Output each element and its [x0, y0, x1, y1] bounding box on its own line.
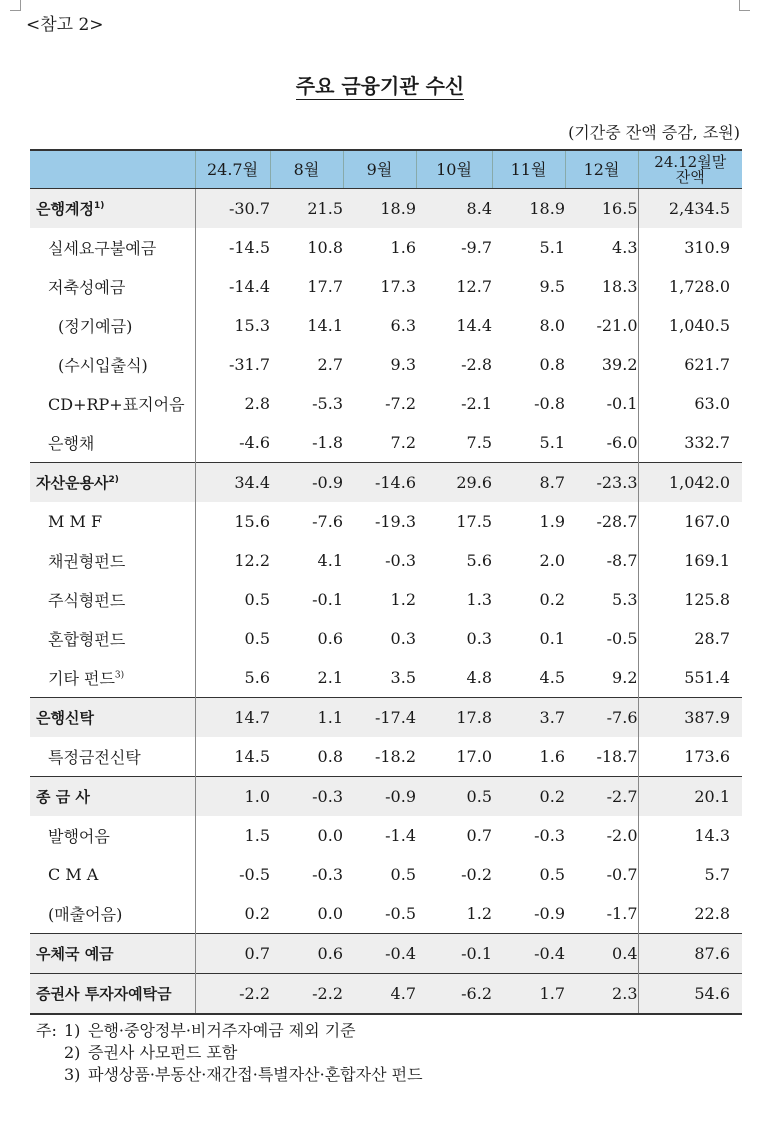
row-label: [30, 345, 195, 384]
value-cell: 1.2: [466, 904, 492, 923]
footnote-marker: 1): [93, 201, 105, 211]
table-row: [30, 306, 742, 345]
row-label-text: 실세요구불예금: [48, 239, 157, 258]
value-cell: -0.9: [270, 463, 343, 503]
value-cell: 2.0: [539, 551, 565, 570]
row-label-text: 종 금 사: [36, 788, 90, 806]
balance-cell: 22.8: [638, 894, 742, 934]
footnote-number: 3): [64, 1065, 81, 1084]
row-label-text: 우체국 예금: [36, 945, 114, 963]
table-group-row: [30, 698, 742, 738]
balance-cell: 173.6: [638, 737, 742, 777]
value-cell: -0.7: [606, 865, 638, 884]
value-cell: 7.2: [390, 433, 416, 452]
page-corner-mark-right: [739, 0, 750, 11]
value-cell: -0.3: [270, 777, 343, 817]
value-cell: -30.7: [195, 189, 270, 229]
header-month: 12월: [565, 150, 638, 189]
row-label-text: 혼합형펀드: [48, 630, 126, 649]
value-cell: -5.3: [312, 394, 343, 413]
table-row: [30, 423, 742, 463]
value-cell: 0.2: [492, 777, 565, 817]
row-label: [30, 228, 195, 267]
footnote-text: 은행·중앙정부·비거주자예금 제외 기준: [88, 1021, 356, 1040]
balance-cell: 1,042.0: [638, 463, 742, 503]
row-label: [30, 384, 195, 423]
value-cell: 9.3: [390, 355, 416, 374]
value-cell: 4.1: [317, 551, 343, 570]
row-label: [30, 894, 195, 934]
value-cell: -0.5: [195, 855, 270, 894]
row-label-text: (수시입출식): [58, 356, 148, 375]
row-label: [30, 855, 195, 894]
value-cell: 12.7: [456, 277, 492, 296]
value-cell: 1.6: [390, 238, 416, 257]
row-label-text: 은행신탁: [36, 709, 94, 727]
row-label-text: CD+RP+표지어음: [48, 395, 185, 414]
value-cell: -0.4: [343, 934, 416, 974]
value-cell: 5.6: [195, 658, 270, 698]
table-row: [30, 228, 742, 267]
value-cell: -1.8: [312, 433, 343, 452]
table-body: [30, 189, 742, 1015]
table-group-row: [30, 934, 742, 974]
row-label-text: (정기예금): [58, 317, 133, 336]
balance-cell: 1,728.0: [638, 267, 742, 306]
balance-cell: 387.9: [638, 698, 742, 738]
value-cell: 0.2: [195, 894, 270, 934]
value-cell: 1.6: [539, 747, 565, 766]
value-cell: 5.1: [539, 238, 565, 257]
row-label: [30, 816, 195, 855]
value-cell: 0.7: [466, 826, 492, 845]
value-cell: 12.2: [195, 541, 270, 580]
row-label-text: 저축성예금: [48, 278, 126, 297]
value-cell: 18.3: [601, 277, 638, 296]
value-cell: 9.2: [612, 668, 638, 687]
row-label-text: 증권사 투자자예탁금: [36, 985, 172, 1003]
table-row: [30, 345, 742, 384]
balance-cell: 2,434.5: [638, 189, 742, 229]
balance-cell: 332.7: [638, 423, 742, 463]
balance-cell: 5.7: [638, 855, 742, 894]
value-cell: 1.5: [195, 816, 270, 855]
value-cell: 8.4: [416, 189, 492, 229]
row-label: [30, 580, 195, 619]
value-cell: -4.6: [195, 423, 270, 463]
value-cell: -0.3: [312, 865, 343, 884]
row-label-text: C M A: [48, 865, 99, 884]
balance-cell: 167.0: [638, 502, 742, 541]
value-cell: 0.6: [270, 934, 343, 974]
header-month: 10월: [416, 150, 492, 189]
footnote-row: [36, 1042, 423, 1064]
value-cell: 1.0: [195, 777, 270, 817]
balance-cell: 125.8: [638, 580, 742, 619]
document-title-text: 주요 금융기관 수신: [295, 74, 465, 98]
value-cell: -0.8: [534, 394, 565, 413]
value-cell: -23.3: [565, 463, 638, 503]
row-label-text: 기타 펀드: [48, 669, 115, 688]
value-cell: -0.1: [416, 934, 492, 974]
row-label-text: 은행계정: [36, 200, 94, 218]
value-cell: -6.0: [606, 433, 638, 452]
value-cell: -0.4: [492, 934, 565, 974]
row-label: [30, 423, 195, 463]
footnote-number: 1): [64, 1021, 81, 1040]
value-cell: 2.7: [317, 355, 343, 374]
value-cell: -0.5: [606, 629, 638, 648]
row-label-text: 은행채: [48, 434, 95, 453]
row-label: [30, 267, 195, 306]
value-cell: -2.2: [270, 974, 343, 1015]
value-cell: -14.6: [343, 463, 416, 503]
value-cell: 2.8: [195, 384, 270, 423]
value-cell: -1.4: [385, 826, 416, 845]
table-group-row: [30, 463, 742, 503]
deposit-table: [30, 149, 742, 1015]
balance-cell: 87.6: [638, 934, 742, 974]
reference-label: <참고 2>: [26, 15, 104, 35]
footnote-prefix: 주:: [36, 1021, 57, 1040]
value-cell: 8.7: [492, 463, 565, 503]
value-cell: -2.1: [461, 394, 492, 413]
value-cell: 5.1: [539, 433, 565, 452]
value-cell: 8.0: [539, 316, 565, 335]
value-cell: 17.8: [416, 698, 492, 738]
row-label-text: (매출어음): [48, 905, 123, 924]
row-label-text: 채권형펀드: [48, 552, 126, 571]
page-corner-mark-left: [10, 0, 21, 11]
value-cell: 5.6: [466, 551, 492, 570]
value-cell: -1.7: [606, 904, 638, 923]
value-cell: 0.5: [539, 865, 565, 884]
header-balance: [638, 150, 742, 189]
value-cell: 0.0: [317, 826, 343, 845]
value-cell: -0.3: [534, 826, 565, 845]
footnote-number: 2): [64, 1043, 81, 1062]
footnote-marker: 2): [108, 475, 119, 485]
table-group-row: [30, 189, 742, 229]
value-cell: -7.6: [565, 698, 638, 738]
value-cell: 14.1: [307, 316, 343, 335]
value-cell: 0.3: [390, 629, 416, 648]
value-cell: -14.5: [195, 228, 270, 267]
value-cell: -2.0: [606, 826, 638, 845]
header-month: 8월: [270, 150, 343, 189]
row-label: [30, 777, 195, 817]
table-row: [30, 267, 742, 306]
table-row: [30, 502, 742, 541]
value-cell: 1.2: [390, 590, 416, 609]
row-label: [30, 619, 195, 658]
value-cell: 1.7: [492, 974, 565, 1015]
value-cell: 0.4: [565, 934, 638, 974]
value-cell: 4.3: [612, 238, 638, 257]
value-cell: -14.4: [195, 267, 270, 306]
balance-cell: 1,040.5: [638, 306, 742, 345]
value-cell: -0.1: [606, 394, 638, 413]
header-balance-line1: 24.12월말: [654, 152, 727, 171]
value-cell: 14.7: [195, 698, 270, 738]
value-cell: -0.1: [312, 590, 343, 609]
footnote-text: 파생상품·부동산·재간접·특별자산·혼합자산 펀드: [88, 1065, 423, 1084]
value-cell: -0.5: [385, 904, 416, 923]
table-group-row: [30, 777, 742, 817]
row-label-text: M M F: [48, 512, 103, 531]
table-row: [30, 816, 742, 855]
value-cell: 34.4: [195, 463, 270, 503]
table-row: [30, 737, 742, 777]
value-cell: -0.3: [385, 551, 416, 570]
value-cell: 0.8: [539, 355, 565, 374]
header-month: 9월: [343, 150, 416, 189]
value-cell: 0.8: [317, 747, 343, 766]
value-cell: 9.5: [539, 277, 565, 296]
value-cell: -19.3: [374, 512, 416, 531]
value-cell: 1.9: [539, 512, 565, 531]
value-cell: 29.6: [416, 463, 492, 503]
value-cell: 5.3: [612, 590, 638, 609]
header-balance-line2: 잔액: [675, 167, 705, 186]
table-row: [30, 658, 742, 698]
value-cell: 0.5: [390, 865, 416, 884]
value-cell: 14.4: [456, 316, 492, 335]
table-row: [30, 619, 742, 658]
balance-cell: 28.7: [638, 619, 742, 658]
row-label: [30, 974, 195, 1015]
value-cell: 0.6: [317, 629, 343, 648]
balance-cell: 14.3: [638, 816, 742, 855]
balance-cell: 310.9: [638, 228, 742, 267]
row-label-text: 자산운용사: [36, 474, 109, 492]
row-label: [30, 189, 195, 229]
value-cell: 15.3: [195, 306, 270, 345]
value-cell: 0.5: [416, 777, 492, 817]
value-cell: 0.2: [539, 590, 565, 609]
table-row: [30, 855, 742, 894]
value-cell: 1.3: [466, 590, 492, 609]
balance-cell: 54.6: [638, 974, 742, 1015]
row-label: [30, 698, 195, 738]
row-label-text: 특정금전신탁: [48, 748, 141, 767]
balance-cell: 63.0: [638, 384, 742, 423]
row-label: [30, 306, 195, 345]
footnote-marker: 3): [114, 670, 125, 681]
value-cell: 17.0: [456, 747, 492, 766]
table-row: [30, 541, 742, 580]
value-cell: 18.9: [343, 189, 416, 229]
value-cell: 17.7: [307, 277, 343, 296]
value-cell: 10.8: [307, 238, 343, 257]
unit-note: (기간중 잔액 증감, 조원): [568, 123, 740, 142]
table-row: [30, 894, 742, 934]
value-cell: 4.8: [466, 668, 492, 687]
table-row: [30, 384, 742, 423]
value-cell: 17.3: [380, 277, 416, 296]
header-blank: [30, 150, 195, 189]
value-cell: -21.0: [596, 316, 638, 335]
value-cell: 17.5: [456, 512, 492, 531]
value-cell: 4.7: [343, 974, 416, 1015]
value-cell: -7.2: [385, 394, 416, 413]
value-cell: 39.2: [601, 355, 638, 374]
header-month: 24.7월: [195, 150, 270, 189]
value-cell: 1.1: [270, 698, 343, 738]
value-cell: 0.1: [539, 629, 565, 648]
balance-cell: 621.7: [638, 345, 742, 384]
value-cell: -31.7: [195, 345, 270, 384]
row-label: [30, 658, 195, 698]
document-title: [0, 70, 760, 99]
header-month: 11월: [492, 150, 565, 189]
value-cell: 0.7: [195, 934, 270, 974]
value-cell: -2.8: [461, 355, 492, 374]
value-cell: 7.5: [466, 433, 492, 452]
value-cell: -9.7: [461, 238, 492, 257]
row-label: [30, 463, 195, 503]
value-cell: -0.9: [534, 904, 565, 923]
balance-cell: 551.4: [638, 658, 742, 698]
row-label-text: 발행어음: [48, 827, 110, 846]
value-cell: -18.2: [374, 747, 416, 766]
balance-cell: 169.1: [638, 541, 742, 580]
row-label: [30, 541, 195, 580]
table-row: [30, 580, 742, 619]
value-cell: -8.7: [606, 551, 638, 570]
value-cell: 18.9: [492, 189, 565, 229]
table-group-row: [30, 974, 742, 1015]
row-label-text: 주식형펀드: [48, 591, 126, 610]
value-cell: -6.2: [416, 974, 492, 1015]
table-header-row: [30, 150, 742, 189]
value-cell: -28.7: [596, 512, 638, 531]
value-cell: 21.5: [270, 189, 343, 229]
value-cell: 3.5: [390, 668, 416, 687]
value-cell: 2.3: [565, 974, 638, 1015]
value-cell: 14.5: [195, 737, 270, 777]
value-cell: -17.4: [343, 698, 416, 738]
row-label: [30, 737, 195, 777]
balance-cell: 20.1: [638, 777, 742, 817]
row-label: [30, 502, 195, 541]
value-cell: 0.5: [195, 619, 270, 658]
value-cell: 16.5: [565, 189, 638, 229]
value-cell: 15.6: [195, 502, 270, 541]
value-cell: 2.1: [317, 668, 343, 687]
footnote-text: 증권사 사모펀드 포함: [88, 1043, 238, 1062]
value-cell: 6.3: [390, 316, 416, 335]
value-cell: -7.6: [312, 512, 343, 531]
value-cell: 0.3: [466, 629, 492, 648]
value-cell: 4.5: [539, 668, 565, 687]
footnote-row: [36, 1020, 423, 1042]
footnote-row: [36, 1064, 423, 1086]
value-cell: 0.0: [317, 904, 343, 923]
footnotes: [36, 1020, 423, 1086]
value-cell: -2.7: [565, 777, 638, 817]
value-cell: 3.7: [492, 698, 565, 738]
row-label: [30, 934, 195, 974]
value-cell: -0.9: [343, 777, 416, 817]
value-cell: -18.7: [596, 747, 638, 766]
value-cell: -0.2: [461, 865, 492, 884]
value-cell: 0.5: [195, 580, 270, 619]
value-cell: -2.2: [195, 974, 270, 1015]
